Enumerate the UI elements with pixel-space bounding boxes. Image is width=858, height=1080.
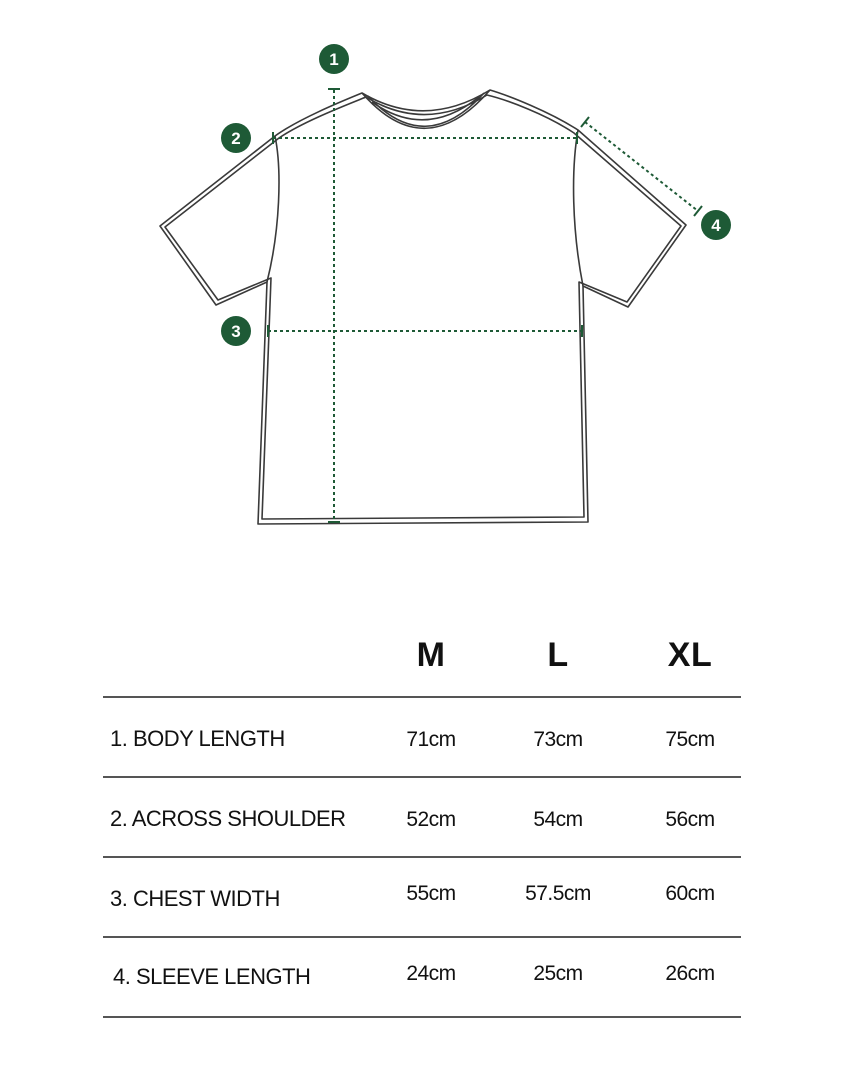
marker-4 — [701, 210, 731, 240]
marker-1 — [319, 44, 349, 74]
table-divider — [103, 696, 741, 698]
svg-text:4: 4 — [711, 216, 721, 235]
cell-chest-width-l: 57.5cm — [525, 882, 591, 905]
marker-2 — [221, 123, 251, 153]
cell-sleeve-length-xl: 26cm — [665, 962, 715, 985]
row-label-sleeve-length: 4. SLEEVE LENGTH — [113, 964, 311, 989]
cell-sleeve-length-l: 25cm — [533, 962, 583, 985]
cell-chest-width-m: 55cm — [406, 882, 456, 905]
cell-chest-width-xl: 60cm — [665, 882, 715, 905]
row-label-across-shoulder: 2. ACROSS SHOULDER — [110, 806, 346, 831]
cell-across-shoulder-xl: 56cm — [665, 808, 715, 831]
svg-text:2: 2 — [231, 129, 241, 148]
svg-text:1: 1 — [329, 50, 339, 69]
cell-body-length-l: 73cm — [533, 728, 583, 751]
table-divider — [103, 856, 741, 858]
cell-across-shoulder-l: 54cm — [533, 808, 583, 831]
svg-text:3: 3 — [231, 322, 241, 341]
row-label-chest-width: 3. CHEST WIDTH — [110, 886, 280, 911]
cell-sleeve-length-m: 24cm — [406, 962, 456, 985]
marker-3 — [221, 316, 251, 346]
table-divider — [103, 936, 741, 938]
cell-body-length-m: 71cm — [406, 728, 456, 751]
size-header-xl: XL — [667, 636, 713, 674]
cell-across-shoulder-m: 52cm — [406, 808, 456, 831]
size-header-l: L — [547, 636, 569, 674]
tshirt-outline — [160, 90, 686, 524]
guide-sleeve-length — [585, 122, 698, 211]
row-label-body-length: 1. BODY LENGTH — [110, 726, 285, 751]
table-divider — [103, 776, 741, 778]
table-divider — [103, 1016, 741, 1018]
cell-body-length-xl: 75cm — [665, 728, 715, 751]
size-header-m: M — [416, 636, 446, 674]
measurement-guides — [268, 90, 698, 522]
